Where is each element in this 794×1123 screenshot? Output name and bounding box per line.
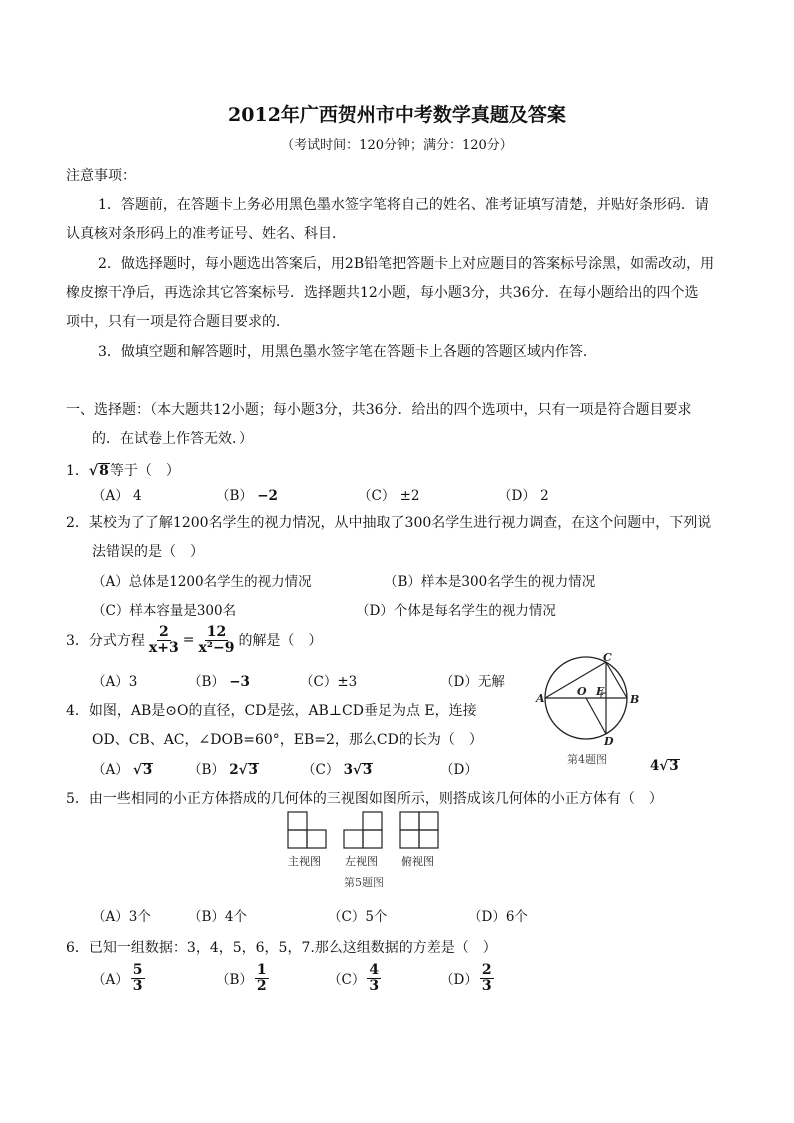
note-line: 3．做填空题和解答题时，用黑色墨水签字笔在答题卡上各题的答题区域内作答．	[98, 344, 597, 360]
question-2-cont: 法错误的是（ ）	[92, 544, 204, 560]
left-view	[344, 812, 382, 848]
option-a	[92, 956, 147, 1000]
point-o-label: O	[577, 685, 587, 698]
numerator: 2	[158, 623, 169, 640]
front-view-label: 主视图	[288, 855, 321, 868]
question-1	[66, 460, 180, 480]
option-d: （D）	[440, 762, 478, 778]
point-c-label: C	[603, 651, 612, 664]
option-c: （C） ±2	[358, 488, 420, 504]
exam-info: （考试时间：120分钟；满分：120分）	[281, 138, 513, 153]
left-view-label: 左视图	[345, 855, 378, 868]
figure-caption: 第5题图	[344, 876, 384, 889]
point-b-label: B	[630, 693, 640, 706]
q4-circle-figure	[536, 652, 642, 772]
note-line: 认真核对条形码上的准考证号、姓名、科目．	[66, 226, 346, 242]
option-value: 2√3	[229, 762, 258, 778]
denominator: 3	[369, 977, 380, 994]
coefficient: 3	[343, 762, 354, 778]
denominator: 3	[481, 977, 492, 994]
q5-three-views-figure	[284, 810, 444, 892]
option-d	[440, 956, 496, 1000]
numerator: 5	[132, 961, 143, 978]
radicand: 3	[669, 758, 679, 774]
question-3	[66, 620, 322, 660]
figure-caption: 第4题图	[567, 753, 607, 766]
numerator: 1	[256, 961, 267, 978]
notes-heading: 注意事项：	[66, 168, 136, 184]
option-b	[188, 758, 259, 778]
question-number: 1．	[66, 463, 89, 479]
equals-sign: =	[182, 632, 195, 648]
option-label: （D）	[440, 972, 478, 988]
option-value: −3	[229, 674, 250, 690]
option-value: 3√3	[343, 762, 373, 778]
option-a: （A）3个	[92, 909, 151, 925]
coefficient: 4	[650, 758, 660, 774]
option-b	[216, 956, 271, 1000]
radicand: 3	[248, 762, 258, 778]
option-b: （B）4个	[188, 909, 248, 925]
option-a: （A）3	[92, 674, 138, 690]
question-text: 等于（ ）	[109, 463, 180, 479]
note-line: 橡皮擦干净后，再选涂其它答案标号．选择题共12小题，每小题3分，共36分．在每小题给出的四个选	[66, 285, 699, 301]
option-label: （C）	[328, 972, 366, 988]
option-a: （A）总体是1200名学生的视力情况	[92, 574, 312, 590]
question-2: 2．某校为了了解1200名学生的视力情况，从中抽取了300名学生进行视力调查，在这个问题中，下列说	[66, 515, 712, 531]
denominator: x²−9	[198, 639, 235, 656]
option-d: （D）无解	[440, 674, 505, 690]
numerator: 4	[369, 961, 380, 978]
fraction-2	[196, 625, 236, 655]
numerator: 12	[206, 623, 227, 640]
sqrt-expression: √8	[88, 463, 109, 479]
page-title: 2012年广西贺州市中考数学真题及答案	[228, 104, 566, 126]
fraction-1	[147, 625, 181, 655]
option-fraction	[480, 963, 494, 993]
note-line: 项中，只有一项是符合题目要求的．	[66, 314, 290, 330]
option-a	[92, 758, 153, 778]
option-fraction	[131, 963, 145, 993]
segment-cb	[606, 662, 627, 698]
option-label: （B）	[188, 762, 225, 778]
radicand: 3	[142, 762, 153, 778]
section-heading: 一、选择题：（本大题共12小题；每小题3分，共36分．给出的四个选项中，只有一项是符合题目要求	[66, 402, 692, 418]
option-value: √3	[133, 762, 153, 778]
question-prefix: 3．分式方程	[66, 633, 145, 649]
radicand: 3	[362, 762, 373, 778]
top-view	[400, 812, 438, 848]
option-value: −2	[257, 488, 278, 504]
front-view	[288, 812, 326, 848]
option-c	[328, 956, 383, 1000]
point-d-label: D	[604, 735, 614, 748]
option-d-value	[650, 758, 680, 774]
denominator: 3	[132, 977, 143, 994]
option-b	[216, 484, 278, 504]
option-d: （D）个体是每名学生的视力情况	[356, 603, 556, 619]
option-d: （D）6个	[468, 909, 528, 925]
option-value: 4√3	[650, 758, 679, 774]
question-6: 6．已知一组数据：3，4，5，6，5，7.那么这组数据的方差是（ ）	[66, 940, 497, 956]
option-fraction	[255, 963, 269, 993]
note-line: 2．做选择题时，每小题选出答案后，用2B铅笔把答题卡上对应题目的答案标号涂黑，如需改动，用	[98, 256, 715, 272]
point-e-label: E	[596, 685, 605, 698]
option-c: （C）样本容量是300名	[92, 603, 237, 619]
option-fraction	[367, 963, 381, 993]
top-view-label: 俯视图	[401, 855, 434, 868]
question-5: 5．由一些相同的小正方体搭成的几何体的三视图如图所示，则搭成该几何体的小正方体有（ ）	[66, 791, 663, 807]
denominator: 2	[256, 977, 267, 994]
option-b: （B）样本是300名学生的视力情况	[384, 574, 596, 590]
option-label: （B）	[216, 972, 253, 988]
note-line: 1．答题前，在答题卡上务必用黑色墨水签字笔将自己的姓名、准考证填写清楚，并贴好条形码．请	[98, 197, 709, 213]
option-b	[188, 670, 250, 690]
option-c	[302, 758, 373, 778]
segment-od	[586, 698, 606, 734]
question-4: 4．如图，AB是⊙O的直径，CD是弦，AB⊥CD垂足为点 E，连接	[66, 703, 477, 719]
coefficient: 2	[229, 762, 239, 778]
question-4-cont: OD、CB、AC，∠DOB=60°，EB=2，那么CD的长为（ ）	[92, 732, 483, 748]
point-a-label: A	[536, 692, 545, 705]
option-label: （A）	[92, 762, 129, 778]
option-label: （A）	[92, 972, 129, 988]
section-heading-cont: 的．在试卷上作答无效．）	[92, 431, 253, 447]
radicand: 8	[99, 463, 109, 479]
option-c: （C）5个	[328, 909, 388, 925]
option-label: （B）	[216, 488, 253, 504]
option-c: （C）±3	[300, 674, 358, 690]
numerator: 2	[481, 961, 492, 978]
question-suffix: 的解是（ ）	[238, 633, 323, 649]
option-d: （D） 2	[498, 488, 549, 504]
option-label: （B）	[188, 674, 225, 690]
option-label: （C）	[302, 762, 340, 778]
option-a: （A） 4	[92, 488, 142, 504]
denominator: x+3	[148, 639, 179, 656]
